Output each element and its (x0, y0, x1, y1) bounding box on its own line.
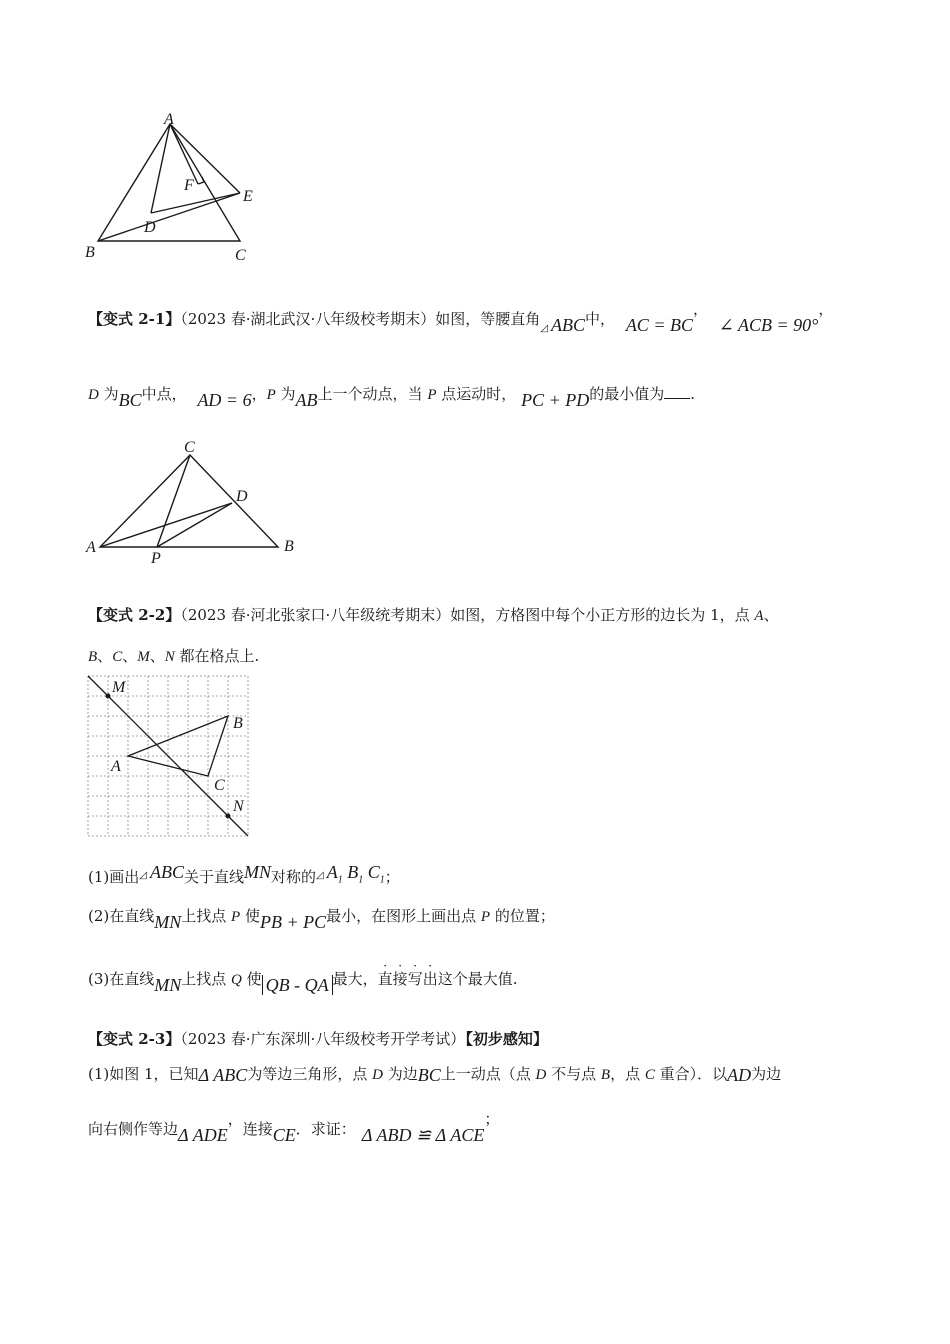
sub-1: 1 (337, 874, 343, 886)
q3-text2: 使 (241, 970, 262, 988)
q4-cong: Δ ABD ≌ Δ ACE (361, 1125, 485, 1145)
q2-num: (2)在直线 (88, 907, 155, 925)
q4-l2-text2: 连接 (242, 1120, 273, 1138)
q1-c1: C (367, 862, 380, 882)
answer-blank (664, 384, 690, 399)
q4-text2: 为边 (382, 1065, 418, 1083)
p21-line-2 (88, 383, 696, 410)
q4-text4: 不与点 (546, 1065, 601, 1083)
q1-text2: 对称的 (270, 868, 316, 886)
p21-sum: PC + PD (521, 390, 590, 410)
q2-text3: 最小，在图形上画出点 (326, 907, 481, 925)
emph-char-2 (392, 959, 408, 988)
p21-comma: ， (251, 385, 267, 403)
emph-char-1 (377, 959, 393, 988)
label-e: E (243, 188, 253, 205)
q3-q: Q (231, 972, 242, 988)
q3-text3: 最大， (332, 970, 378, 988)
sep-1: 、 (97, 647, 113, 665)
figure-2-svg (80, 435, 320, 570)
q1-abc: ABC (149, 862, 184, 882)
label-c: C (235, 247, 246, 264)
q4-text: 为等边三角形，点 (247, 1065, 373, 1083)
q1-b1: B (347, 862, 359, 882)
p21-bc: BC (118, 390, 142, 410)
segment-be (98, 193, 240, 241)
emph-char-4 (422, 959, 438, 988)
p21-p: P (266, 387, 276, 403)
q4-line-1 (88, 1063, 781, 1085)
p21-p2: P (427, 387, 437, 403)
q4-line-2 (88, 1110, 500, 1145)
q2-sum: PB + PC (259, 912, 327, 932)
p21-line-1 (88, 300, 834, 335)
q4-abc: Δ ABC (198, 1065, 248, 1085)
q2-mn: MN (154, 912, 182, 932)
q3-mn: MN (154, 975, 182, 995)
p21-comma1: ， (692, 300, 708, 318)
label-a-2: A (86, 539, 96, 556)
q1-end: ； (384, 868, 400, 886)
label-f: F (184, 177, 194, 194)
p21-tri-abc (540, 315, 585, 335)
emphasis-dot: · (413, 959, 418, 973)
q4-ce: CE (272, 1125, 296, 1145)
p21-wei: 为 (98, 385, 119, 403)
q1-mn: MN (243, 862, 271, 882)
triangle-icon: ◿ (139, 870, 147, 881)
p21-ad: AD = 6 (197, 390, 252, 410)
q4-text3: 上一动点（点 (440, 1065, 536, 1083)
q4-ade: Δ ADE (178, 1125, 228, 1145)
label-a: A (164, 111, 174, 128)
p21-wei2: 为 (275, 385, 296, 403)
q3-num: (3)在直线 (88, 970, 155, 988)
emphasis-dot: · (428, 959, 433, 973)
label-b: B (85, 244, 95, 261)
q1-tri-abc (139, 862, 184, 882)
p21-text3: 的最小值为 (589, 385, 665, 403)
right-angle-mark (198, 177, 204, 184)
label-p-2: P (151, 550, 161, 567)
q1-a1b1c1 (315, 862, 385, 886)
p21-text: 上一个动点，当 (317, 385, 428, 403)
p23-tag2: 【初步感知】 (465, 1030, 548, 1048)
q2-text: 上找点 (181, 907, 232, 925)
label-d-2: D (236, 488, 248, 505)
label-n: N (233, 798, 244, 815)
p21-ab: AB (295, 390, 318, 410)
p22-c: C (112, 649, 123, 665)
emph-text-1: 直 (377, 970, 393, 988)
q4-c: C (644, 1067, 655, 1083)
triangle-icon: ◿ (540, 323, 549, 334)
grid-svg (86, 674, 256, 842)
q3-abs-expr: QB - QA (262, 975, 333, 995)
segment-af (170, 124, 198, 184)
p23-line (88, 1029, 548, 1049)
q4-bc: BC (417, 1065, 441, 1085)
q4-l2-text3: ．求证： (295, 1120, 356, 1138)
q3-text4: 这个最大值. (437, 970, 518, 988)
p22-n: N (164, 649, 175, 665)
p21-source: （2023 春·湖北武汉·八年级校考期末）如图，等腰直角 (180, 310, 541, 328)
p22-b: B (88, 649, 98, 665)
label-a-grid: A (111, 758, 121, 775)
triangle-abc-grid (128, 716, 228, 776)
label-b-2: B (284, 538, 294, 555)
q4-ad: AD (727, 1065, 752, 1085)
q1-text: 关于直线 (183, 868, 244, 886)
p22-a: A (754, 608, 764, 624)
q3-text: 上找点 (181, 970, 232, 988)
q4-text5: ，点 (610, 1065, 645, 1083)
q4-num: (1)如图 1，已知 (88, 1065, 199, 1083)
p22-m: M (137, 649, 150, 665)
segment-ad-2 (100, 503, 232, 547)
q4-l2-end: ； (484, 1110, 500, 1128)
sub-3: 1 (379, 874, 385, 886)
segment-ad (151, 124, 170, 213)
q4-l2-text: 向右侧作等边 (88, 1120, 179, 1138)
sep-3: 、 (149, 647, 165, 665)
q4-d: D (372, 1067, 383, 1083)
p21-end: . (690, 385, 696, 403)
triangle-icon: ◿ (315, 870, 324, 881)
grid-figure (86, 674, 256, 842)
q4-b: B (600, 1067, 611, 1083)
p22-line-2 (88, 646, 259, 667)
figure-1-svg (80, 110, 270, 270)
emphasis-dot: · (383, 959, 388, 973)
q4-text7: 为边 (751, 1065, 782, 1083)
p21-zhong: 中， (585, 310, 616, 328)
q3-line (88, 959, 518, 995)
q1-line (88, 862, 400, 895)
figure-2 (80, 435, 320, 570)
p21-tag: 【变式 2-1】 (88, 310, 181, 328)
emphasis-dot: · (398, 959, 403, 973)
q2-p2: P (480, 909, 491, 925)
q4-text6: 重合）．以 (654, 1065, 728, 1083)
figure-1 (80, 110, 270, 270)
q1-num: (1)画出 (88, 868, 140, 886)
p21-eq1: AC = BC (625, 315, 693, 335)
p21-eq2: ∠ ACB = 90° (718, 315, 819, 335)
segment-de (151, 193, 240, 213)
label-c-2: C (184, 439, 195, 456)
emph-text-3: 写 (407, 970, 423, 988)
emph-char-3 (407, 959, 423, 988)
p22-source: （2023 春·河北张家口·八年级统考期末）如图，方格图中每个小正方形的边长为 1，点 (180, 606, 755, 624)
label-m: M (112, 679, 126, 696)
p21-d: D (88, 387, 99, 403)
q2-text2: 使 (240, 907, 260, 925)
q2-line (88, 905, 555, 932)
segment-cp (157, 455, 190, 547)
sub-2: 1 (358, 874, 364, 886)
emph-text-2: 接 (392, 970, 408, 988)
p21-text2: 点运动时， (436, 385, 517, 403)
p21-midpoint: 中点， (141, 385, 187, 403)
triangle-abc-2 (100, 455, 278, 547)
emph-text-4: 出 (422, 970, 438, 988)
q4-l2-comma: ， (227, 1110, 243, 1128)
p21-comma2: ， (818, 300, 834, 318)
p22-tag: 【变式 2-2】 (88, 606, 181, 624)
label-d: D (144, 219, 156, 236)
q4-d2: D (535, 1067, 547, 1083)
p23-source: （2023 春·广东深圳·八年级校考开学考试） (180, 1030, 466, 1048)
sep-2: 、 (122, 647, 138, 665)
p21-abc: ABC (551, 315, 586, 335)
label-b-grid: B (233, 715, 243, 732)
p22-line-1 (88, 605, 779, 626)
p23-tag: 【变式 2-3】 (88, 1030, 181, 1048)
point-n (226, 814, 231, 819)
p22-dun: 、 (763, 606, 779, 624)
q2-text4: 的位置； (490, 907, 555, 925)
label-c-grid: C (214, 777, 225, 794)
p22-text: 都在格点上. (174, 647, 260, 665)
q1-a1: A (326, 862, 338, 882)
triangle-abc (98, 124, 240, 241)
point-m (106, 694, 111, 699)
q2-p: P (231, 909, 241, 925)
segment-pd (157, 503, 232, 547)
